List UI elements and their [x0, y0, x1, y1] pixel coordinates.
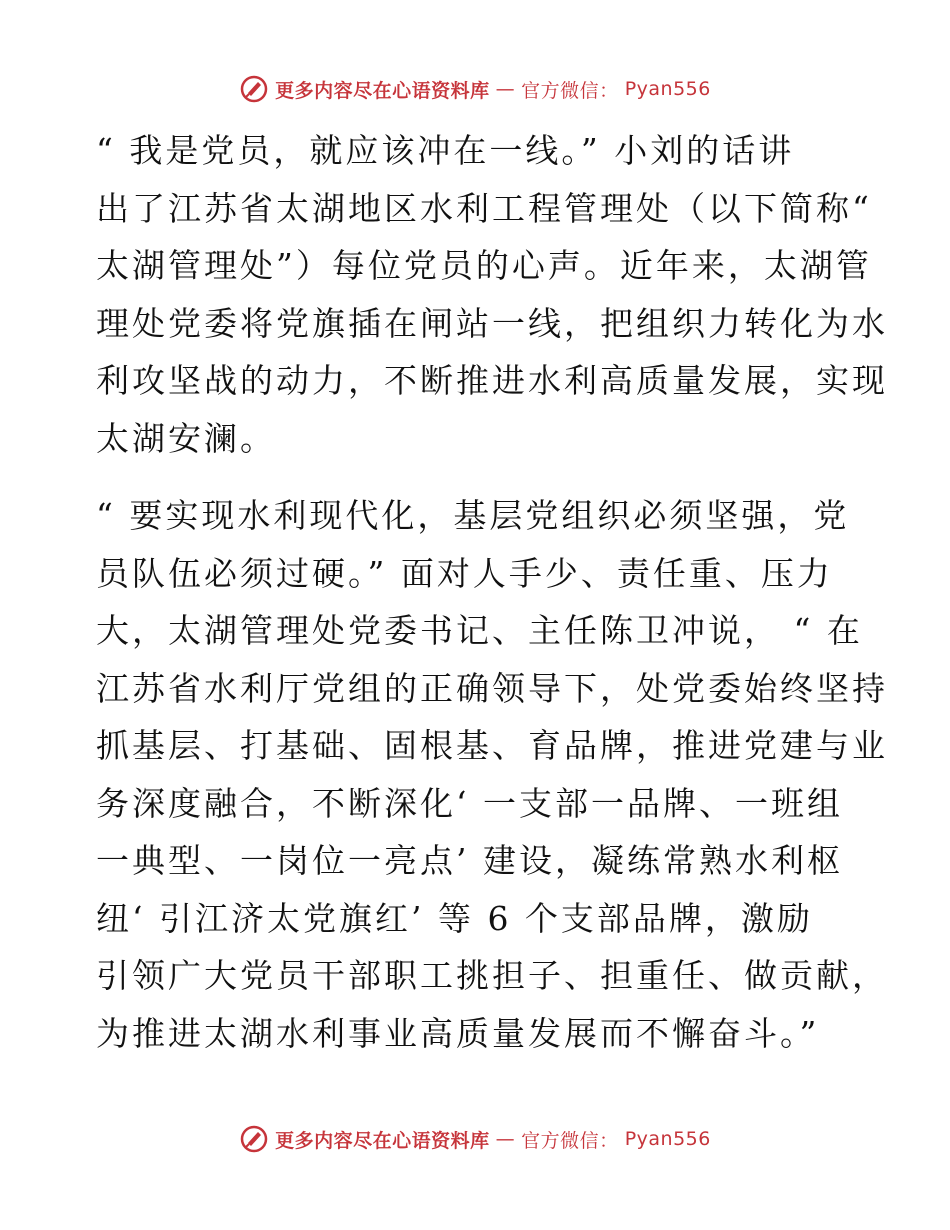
text-line: 大，太湖管理处党委书记、主任陈卫冲说， “ 在 — [96, 611, 863, 650]
footer-wechat-label: 官方微信： — [521, 1129, 619, 1152]
text-line: “ 要实现水利现代化，基层党组织必须坚强，党 — [96, 496, 850, 535]
header-wechat-handle: Pyan556 — [624, 78, 711, 100]
paragraph-2 — [96, 487, 888, 1062]
text-line: 为推进太湖水利事业高质量发展而不懈奋斗。” — [96, 1013, 820, 1053]
text-line: 纽‘ 引江济太党旗红’ 等 6 个支部品牌，激励 — [96, 898, 813, 938]
footer-dash: — — [495, 1128, 516, 1150]
header-wechat-label: 官方微信： — [521, 79, 619, 102]
text-line: 理处党委将党旗插在闸站一线，把组织力转化为水 — [96, 303, 888, 343]
brand-logo-icon — [239, 1124, 269, 1154]
text-line: 一典型、一岗位一亮点’ 建设，凝练常熟水利枢 — [96, 841, 843, 880]
footer-brand-text: 更多内容尽在心语资料库 — [275, 1129, 490, 1152]
text-line: 江苏省水利厅党组的正确领导下，处党委始终坚持 — [96, 668, 888, 708]
text-line: “ 我是党员，就应该冲在一线。” 小刘的话讲 — [96, 131, 795, 170]
header-dash: — — [495, 78, 516, 100]
document-body — [96, 122, 888, 1062]
text-line: 出了江苏省太湖地区水利工程管理处（以下简称“ — [96, 188, 872, 228]
text-line: 太湖安澜。 — [96, 418, 276, 458]
text-line: 务深度融合，不断深化‘ 一支部一品牌、一班组 — [96, 783, 843, 823]
text-line: 抓基层、打基础、固根基、育品牌，推进党建与业 — [96, 726, 888, 765]
header-brand-text: 更多内容尽在心语资料库 — [275, 79, 490, 102]
footer-wechat-handle: Pyan556 — [624, 1128, 711, 1150]
header-watermark — [0, 74, 950, 104]
text-line: 利攻坚战的动力，不断推进水利高质量发展，实现 — [96, 361, 888, 400]
paragraph-1 — [96, 122, 888, 467]
text-line: 引领广大党员干部职工挑担子、担重任、做贡献， — [96, 956, 888, 995]
text-line: 太湖管理处”）每位党员的心声。近年来，太湖管 — [96, 246, 872, 285]
footer-watermark — [0, 1124, 950, 1154]
brand-logo-icon — [239, 74, 269, 104]
text-line: 员队伍必须过硬。” 面对人手少、责任重、压力 — [96, 553, 833, 593]
